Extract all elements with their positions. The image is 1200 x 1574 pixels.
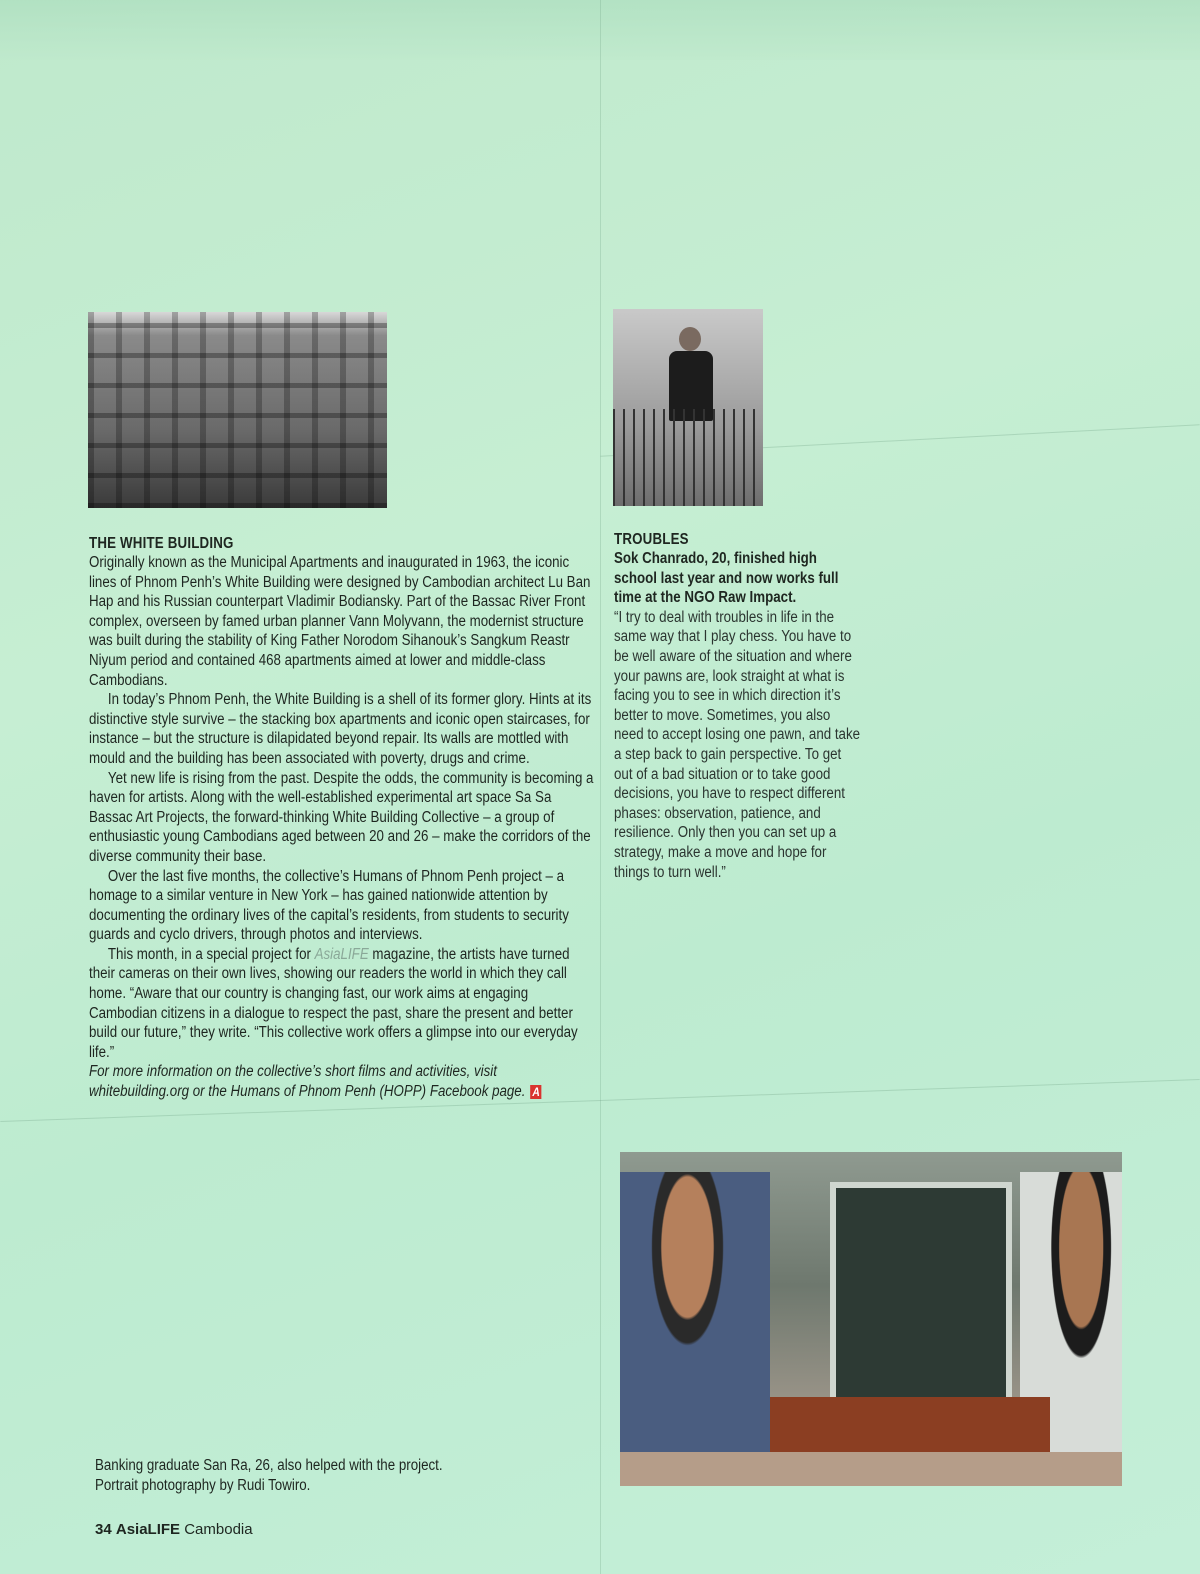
magazine-name: AsiaLIFE	[115, 1521, 181, 1538]
paragraph: Yet new life is rising from the past. Despite the odds, the community is becoming a haven for artists. Along with the well-established experimental art space Sa Sa Bassac Art Projects, the forward-thinking White Building Collective – a group of enthusiastic young Cambodians aged between 20 and 26 – make the corridors of the diverse community their base.	[89, 769, 594, 865]
caption-line: Portrait photography by Rudi Towiro.	[95, 1476, 311, 1494]
paragraph: In today’s Phnom Penh, the White Building is a shell of its former glory. Hints at its distinctive style survive – the stacking box apartments and iconic open staircases, for instance – but the structure is dilapidated beyond repair. Its walls are mottled with mould and the building has been associated with poverty, drugs and crime.	[89, 691, 592, 767]
magazine-edition: Cambodia	[184, 1521, 253, 1538]
troubles-lead: Sok Chanrado, 20, finished high school last year and now works full time at the NGO Raw Impact.	[614, 550, 839, 607]
asialife-brand: AsiaLIFE	[314, 945, 369, 963]
footnote-text: For more information on the collective’s short films and activities, visit whitebuilding.org or the Humans of Phnom Penh (HOPP) Facebook page.	[89, 1063, 526, 1101]
paragraph-text: This month, in a special project for	[107, 945, 315, 963]
troubles-heading: TROUBLES	[614, 531, 689, 548]
page-number: 34	[95, 1521, 112, 1538]
white-building-photo	[88, 312, 387, 508]
paragraph: Originally known as the Municipal Apartments and inaugurated in 1963, the iconic lines of Phnom Penh’s White Building were designed by Cambodian architect Lu Ban Hap and his Russian counterpart Vladimir Bodiansky. Part of the Bassac River Front complex, overseen by famed urban planner Vann Molyvann, the modernist structure was built during the stability of King Father Norodom Sihanouk’s Sangkum Reastr Niyum period and contained 468 apartments aimed at lower and middle-class Cambodians.	[89, 554, 591, 689]
caption-line: Banking graduate San Ra, 26, also helped with the project.	[95, 1457, 443, 1474]
white-building-article	[89, 535, 598, 1102]
paragraph	[89, 945, 598, 1063]
troubles-article	[614, 531, 863, 882]
paragraph-text: magazine, the artists have turned their cameras on their own lives, showing our readers the world in which they call home. “Aware that our country is changing fast, our work aims at engaging Cambodian citizens in a dialogue to respect the past, share the present and better build our future,” they write. “This collective work offers a glimpse into our everyday life.”	[89, 945, 578, 1061]
paragraph: Over the last five months, the collective’s Humans of Phnom Penh project – a homage to a similar venture in New York – has gained nationwide attention by documenting the ordinary lives of the capital’s residents, from students to security guards and cyclo drivers, through photos and interviews.	[89, 867, 569, 944]
article-heading: THE WHITE BUILDING	[89, 535, 234, 552]
chess-board	[770, 1397, 1050, 1457]
person-figure	[679, 327, 701, 351]
table	[620, 1452, 1122, 1486]
player-left	[620, 1172, 770, 1472]
page-fold	[600, 0, 601, 1574]
portrait-photo-sok-chanrado	[613, 309, 763, 506]
chess-players-photo	[620, 1152, 1122, 1486]
footnote	[89, 1062, 598, 1101]
railing	[613, 409, 763, 506]
asialife-end-mark-icon: A	[532, 1085, 540, 1100]
doorway	[830, 1182, 1012, 1424]
page-footer	[95, 1521, 253, 1538]
photo-caption	[95, 1456, 525, 1495]
troubles-quote: “I try to deal with troubles in life in the same way that I play chess. You have to be well aware of the situation and where your pawns are, look straight at what is facing you to see in which direction it’s better to move. Sometimes, you also need to accept losing one pawn, and take a step back to gain perspective. To get out of a bad situation or to take good decisions, you have to respect different phases: observation, patience, and resilience. Only then you can set up a strategy, make a move and hope for things to turn well.”	[614, 608, 861, 881]
